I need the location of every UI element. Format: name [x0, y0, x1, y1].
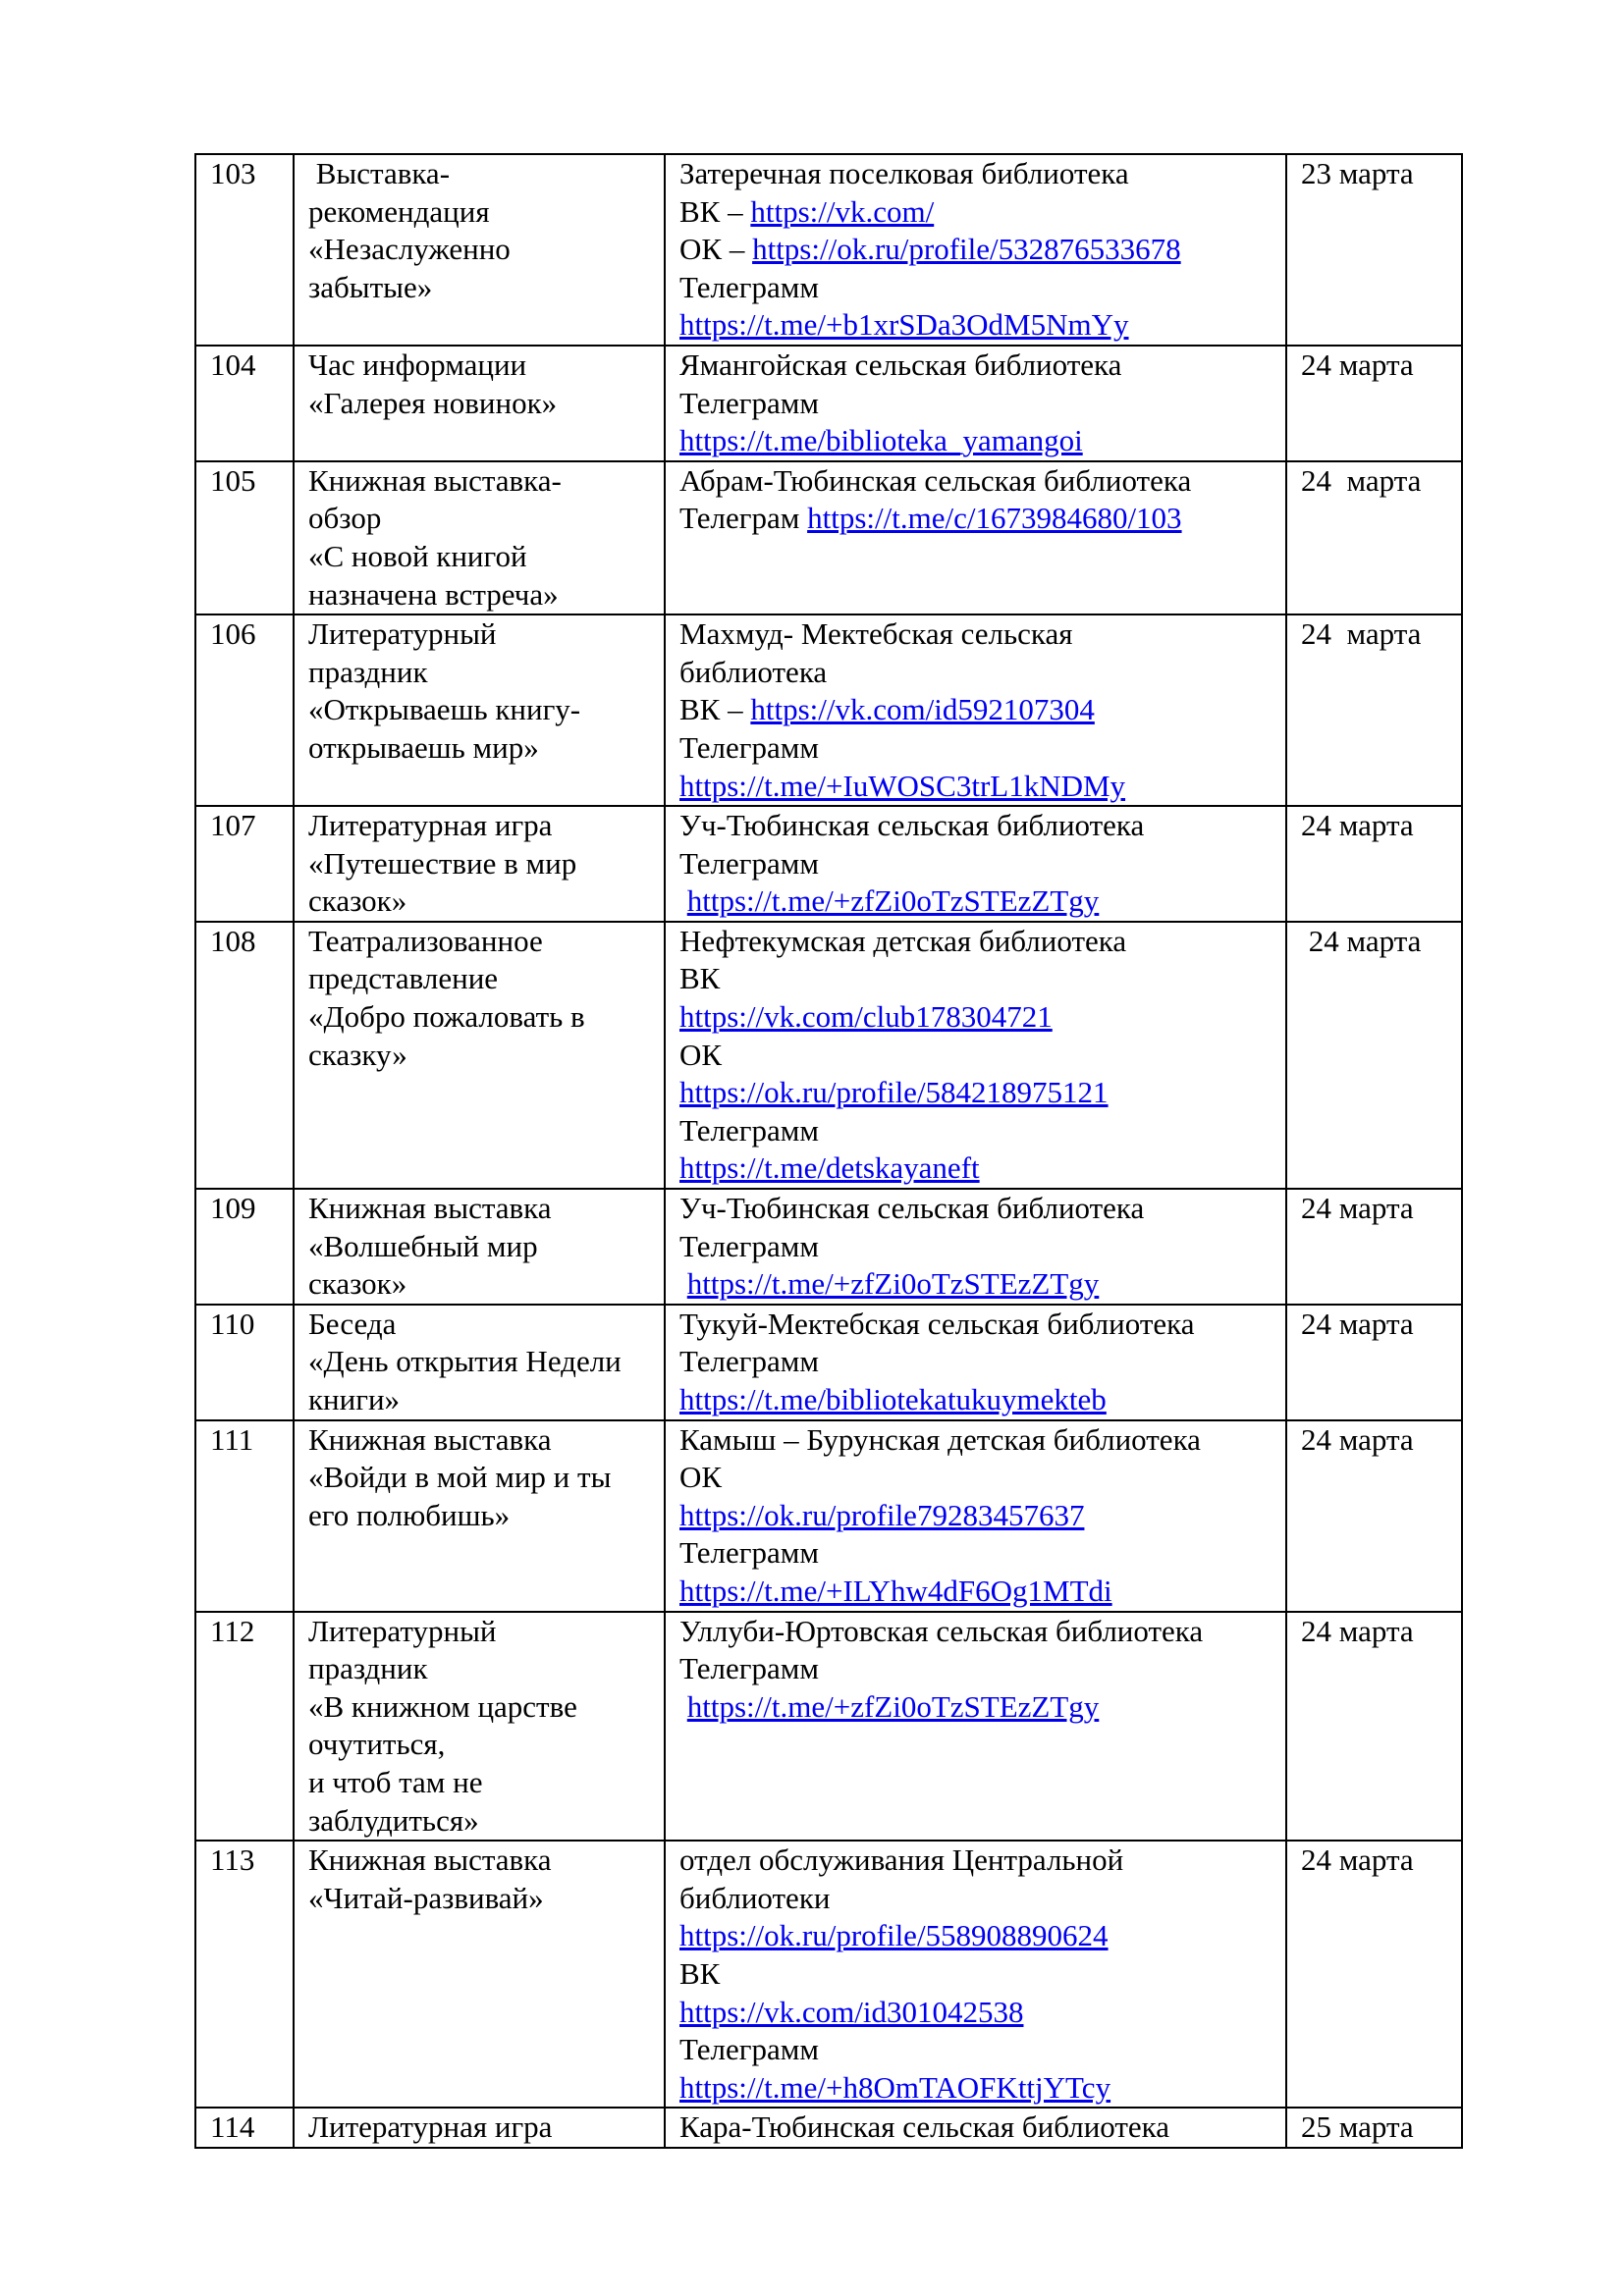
- date-cell: [1286, 154, 1462, 346]
- venue-line: [679, 1459, 1273, 1497]
- event-line: сказок»: [308, 1266, 407, 1302]
- table-row: [195, 346, 1462, 461]
- event-line: «Галерея новинок»: [308, 385, 558, 420]
- event-cell: [294, 154, 665, 346]
- date-cell: [1286, 1841, 1462, 2108]
- row-number-text: 105: [210, 462, 256, 498]
- event-line: Литературная игра: [308, 808, 553, 843]
- social-link[interactable]: https://ok.ru/profile/558908890624: [679, 1918, 1109, 1953]
- social-link[interactable]: https://t.me/biblioteka_yamangoi: [679, 423, 1083, 458]
- venue-text: Телеграмм: [679, 1112, 819, 1148]
- link-prefix: ВК –: [679, 692, 751, 727]
- venue-text: Телеграмм: [679, 1344, 819, 1379]
- link-prefix: ОК –: [679, 232, 753, 267]
- venue-line: [679, 882, 1273, 921]
- social-link[interactable]: https://vk.com/: [750, 193, 935, 229]
- venue-text: Кара-Тюбинская сельская библиотека: [679, 2109, 1170, 2145]
- date-text: 24 марта: [1301, 616, 1422, 652]
- venue-text: Телеграмм: [679, 729, 819, 765]
- event-line: «С новой книгой: [308, 538, 527, 573]
- table-row: [195, 1189, 1462, 1305]
- table-row: [195, 461, 1462, 614]
- venue-line: [679, 385, 1273, 423]
- venue-line: [679, 923, 1273, 961]
- social-link[interactable]: https://t.me/+IuWOSC3trL1kNDMy: [679, 768, 1126, 803]
- venue-line: [679, 2109, 1273, 2147]
- venue-text: Телеграмм: [679, 845, 819, 881]
- event-line: «Добро пожаловать в: [308, 999, 585, 1035]
- venue-line: [679, 1149, 1273, 1188]
- venue-line: [679, 2069, 1273, 2108]
- venue-text: ОК: [679, 1460, 723, 1495]
- row-number: [195, 614, 294, 806]
- row-number: [195, 1189, 294, 1305]
- table-row: [195, 806, 1462, 922]
- social-link[interactable]: https://t.me/+zfZi0oTzSTEzZTgy: [686, 883, 1100, 919]
- venue-line: [679, 2031, 1273, 2069]
- date-cell: [1286, 806, 1462, 922]
- venue-line: [679, 1421, 1273, 1460]
- event-cell: [294, 461, 665, 614]
- venue-text: Уллуби-Юртовская сельская библиотека: [679, 1613, 1204, 1648]
- event-line: Книжная выставка: [308, 1191, 552, 1226]
- venue-line: [679, 998, 1273, 1037]
- venue-cell: [665, 1420, 1286, 1612]
- event-line: и чтоб там не: [308, 1764, 483, 1799]
- event-cell: [294, 614, 665, 806]
- venue-text: Затеречная поселковая библиотека: [679, 156, 1129, 190]
- venue-line: [679, 1994, 1273, 2032]
- social-link[interactable]: https://vk.com/id592107304: [750, 692, 1095, 727]
- event-line: «Читай-развивай»: [308, 1880, 544, 1915]
- venue-cell: [665, 1305, 1286, 1420]
- venue-text: Уч-Тюбинская сельская библиотека: [679, 1191, 1145, 1226]
- event-line: Книжная выставка: [308, 1421, 552, 1457]
- venue-line: [679, 1613, 1273, 1651]
- date-text: 24 марта: [1301, 347, 1414, 382]
- venue-line: [679, 654, 1273, 692]
- venue-cell: [665, 154, 1286, 346]
- venue-line: [679, 960, 1273, 998]
- venue-line: [679, 1497, 1273, 1535]
- venue-cell: [665, 1841, 1286, 2108]
- event-line: Книжная выставка: [308, 1842, 552, 1878]
- venue-line: [679, 1037, 1273, 1075]
- date-text: 24 марта: [1301, 462, 1422, 498]
- date-cell: [1286, 1612, 1462, 1842]
- row-number-text: 110: [210, 1306, 255, 1341]
- row-number: [195, 806, 294, 922]
- social-link[interactable]: https://ok.ru/profile/532876533678: [752, 232, 1181, 267]
- venue-line: [679, 1534, 1273, 1573]
- event-cell: [294, 1189, 665, 1305]
- date-text: 24 марта: [1301, 1421, 1414, 1457]
- venue-line: [679, 231, 1273, 269]
- venue-cell: [665, 1612, 1286, 1842]
- event-cell: [294, 922, 665, 1189]
- date-text: 24 марта: [1301, 923, 1422, 958]
- row-number: [195, 461, 294, 614]
- venue-text: Абрам-Тюбинская сельская библиотека: [679, 462, 1192, 498]
- venue-cell: [665, 461, 1286, 614]
- venue-text: Телеграмм: [679, 269, 819, 304]
- date-cell: [1286, 461, 1462, 614]
- venue-cell: [665, 922, 1286, 1189]
- row-number: [195, 1841, 294, 2108]
- event-line: «День открытия Недели: [308, 1344, 622, 1379]
- event-cell: [294, 1612, 665, 1842]
- venue-line: [679, 193, 1273, 232]
- date-text: 25 марта: [1301, 2109, 1414, 2145]
- venue-text: Камыш – Бурунская детская библиотека: [679, 1421, 1201, 1457]
- venue-text: Тукуй-Мектебская сельская библиотека: [679, 1306, 1195, 1341]
- row-number: [195, 1420, 294, 1612]
- venue-line: [679, 1112, 1273, 1150]
- venue-line: [679, 500, 1273, 538]
- event-line: праздник: [308, 654, 428, 689]
- venue-line: [679, 1688, 1273, 1727]
- venue-line: [679, 845, 1273, 883]
- venue-text: Ямангойская сельская библиотека: [679, 347, 1122, 382]
- venue-line: [679, 1343, 1273, 1381]
- event-line: Книжная выставка-: [308, 462, 562, 498]
- table-body: [195, 154, 1462, 2148]
- venue-cell: [665, 2108, 1286, 2148]
- row-number: [195, 154, 294, 346]
- table-row: [195, 154, 1462, 346]
- table-row: [195, 614, 1462, 806]
- social-link[interactable]: https://t.me/+h8OmTAOFKttjYTcy: [679, 2069, 1111, 2105]
- venue-text: Нефтекумская детская библиотека: [679, 923, 1127, 958]
- row-number-text: 113: [210, 1842, 255, 1878]
- venue-line: [679, 729, 1273, 768]
- venue-line: [679, 269, 1273, 307]
- date-text: 24 марта: [1301, 1613, 1414, 1648]
- venue-cell: [665, 806, 1286, 922]
- event-line: сказок»: [308, 883, 407, 919]
- event-line: очутиться,: [308, 1727, 446, 1762]
- event-line: праздник: [308, 1651, 428, 1686]
- event-line: Беседа: [308, 1306, 397, 1341]
- table-row: [195, 1612, 1462, 1842]
- event-line: рекомендация: [308, 193, 490, 229]
- table-row: [195, 922, 1462, 1189]
- event-cell: [294, 2108, 665, 2148]
- venue-line: [679, 1650, 1273, 1688]
- date-text: 24 марта: [1301, 808, 1414, 843]
- event-cell: [294, 1305, 665, 1420]
- venue-text: Телеграмм: [679, 2032, 819, 2067]
- venue-cell: [665, 1189, 1286, 1305]
- date-cell: [1286, 614, 1462, 806]
- event-cell: [294, 1841, 665, 2108]
- venue-line: [679, 1190, 1273, 1228]
- event-line: «Открываешь книгу-: [308, 692, 581, 727]
- event-cell: [294, 1420, 665, 1612]
- row-number-text: 108: [210, 923, 256, 958]
- venue-line: [679, 1880, 1273, 1918]
- venue-line: [679, 422, 1273, 460]
- date-cell: [1286, 2108, 1462, 2148]
- event-line: заблудиться»: [308, 1802, 479, 1838]
- date-cell: [1286, 1189, 1462, 1305]
- venue-text: ОК: [679, 1037, 723, 1072]
- venue-line: [679, 1917, 1273, 1955]
- social-link[interactable]: https://vk.com/club178304721: [679, 999, 1053, 1035]
- event-line: «В книжном царстве: [308, 1688, 577, 1724]
- row-number-text: 114: [210, 2109, 255, 2145]
- social-link[interactable]: https://t.me/bibliotekatukuymekteb: [679, 1382, 1107, 1416]
- row-number-text: 106: [210, 616, 256, 652]
- row-number-text: 107: [210, 808, 256, 843]
- row-number-text: 109: [210, 1191, 256, 1226]
- venue-text: библиотека: [679, 654, 828, 689]
- event-line: Литературный: [308, 616, 497, 652]
- venue-line: [679, 1265, 1273, 1304]
- date-text: 24 марта: [1301, 1191, 1414, 1226]
- event-line: «Незаслуженно: [308, 232, 511, 267]
- date-cell: [1286, 922, 1462, 1189]
- table-row: [195, 1305, 1462, 1420]
- table-row: [195, 1841, 1462, 2108]
- venue-line: [679, 1573, 1273, 1611]
- row-number: [195, 922, 294, 1189]
- event-line: открываешь мир»: [308, 729, 539, 765]
- social-link[interactable]: https://t.me/detskayaneft: [679, 1150, 980, 1186]
- date-text: 23 марта: [1301, 156, 1414, 190]
- venue-text: Махмуд- Мектебская сельская: [679, 616, 1073, 652]
- venue-line: [679, 155, 1273, 193]
- row-number: [195, 1612, 294, 1842]
- social-link[interactable]: https://vk.com/id301042538: [679, 1994, 1024, 2029]
- social-link[interactable]: https://t.me/+b1xrSDa3OdM5NmYy: [679, 307, 1129, 343]
- date-cell: [1286, 1420, 1462, 1612]
- venue-cell: [665, 614, 1286, 806]
- event-line: «Волшебный мир: [308, 1228, 538, 1263]
- event-line: его полюбишь»: [308, 1497, 511, 1532]
- row-number: [195, 346, 294, 461]
- link-prefix: ВК –: [679, 193, 751, 229]
- venue-line: [679, 1306, 1273, 1344]
- row-number: [195, 1305, 294, 1420]
- date-text: 24 марта: [1301, 1306, 1414, 1341]
- social-link[interactable]: https://t.me/c/1673984680/103: [807, 501, 1182, 536]
- venue-line: [679, 306, 1273, 345]
- event-line: «Путешествие в мир: [308, 845, 577, 881]
- row-number-text: 111: [210, 1421, 254, 1457]
- date-cell: [1286, 1305, 1462, 1420]
- venue-text: библиотеки: [679, 1880, 831, 1915]
- social-link[interactable]: https://ok.ru/profile/584218975121: [679, 1075, 1109, 1110]
- venue-line: [679, 1381, 1273, 1419]
- event-cell: [294, 806, 665, 922]
- row-number-text: 103: [210, 156, 256, 190]
- date-text: 24 марта: [1301, 1842, 1414, 1878]
- venue-line: [679, 1228, 1273, 1266]
- event-line: книги»: [308, 1382, 401, 1416]
- social-link[interactable]: https://t.me/+ILYhw4dF6Og1MTdi: [679, 1573, 1112, 1608]
- link-prefix: [679, 883, 687, 918]
- event-line: Театрализованное: [308, 923, 543, 958]
- venue-line: [679, 1074, 1273, 1112]
- event-line: Литературный: [308, 1613, 497, 1648]
- link-prefix: [679, 1689, 687, 1724]
- event-line: представление: [308, 961, 499, 996]
- social-link[interactable]: https://t.me/+zfZi0oTzSTEzZTgy: [686, 1688, 1100, 1724]
- event-cell: [294, 346, 665, 461]
- row-number: [195, 2108, 294, 2148]
- venue-line: [679, 462, 1273, 501]
- venue-line: [679, 347, 1273, 385]
- link-prefix: [679, 1266, 687, 1301]
- venue-text: ВК: [679, 961, 721, 996]
- event-line: забытые»: [308, 269, 433, 304]
- venue-text: Уч-Тюбинская сельская библиотека: [679, 808, 1145, 843]
- social-link[interactable]: https://t.me/+zfZi0oTzSTEzZTgy: [686, 1266, 1100, 1302]
- table-row: [195, 2108, 1462, 2148]
- event-line: Литературная игра: [308, 2109, 553, 2145]
- venue-text: Телеграмм: [679, 1228, 819, 1263]
- date-cell: [1286, 346, 1462, 461]
- venue-text: Телеграмм: [679, 1651, 819, 1686]
- venue-text: Телеграмм: [679, 1535, 819, 1571]
- event-line: «Войди в мой мир и ты: [308, 1460, 612, 1495]
- venue-line: [679, 768, 1273, 806]
- event-line: назначена встреча»: [308, 576, 559, 612]
- events-table: [194, 153, 1463, 2149]
- venue-line: [679, 1842, 1273, 1880]
- venue-text: ВК: [679, 1955, 721, 1991]
- social-link[interactable]: https://ok.ru/profile79283457637: [679, 1497, 1085, 1532]
- row-number-text: 112: [210, 1613, 255, 1648]
- event-line: Час информации: [308, 347, 527, 382]
- link-prefix: Телеграм: [679, 501, 808, 536]
- event-line: обзор: [308, 501, 382, 536]
- venue-cell: [665, 346, 1286, 461]
- venue-text: отдел обслуживания Центральной: [679, 1842, 1124, 1878]
- row-number-text: 104: [210, 347, 256, 382]
- venue-line: [679, 1955, 1273, 1994]
- event-line: Выставка-: [308, 156, 451, 190]
- venue-line: [679, 691, 1273, 729]
- venue-text: Телеграмм: [679, 385, 819, 420]
- venue-line: [679, 615, 1273, 654]
- venue-line: [679, 807, 1273, 845]
- table-row: [195, 1420, 1462, 1612]
- event-line: сказку»: [308, 1037, 407, 1072]
